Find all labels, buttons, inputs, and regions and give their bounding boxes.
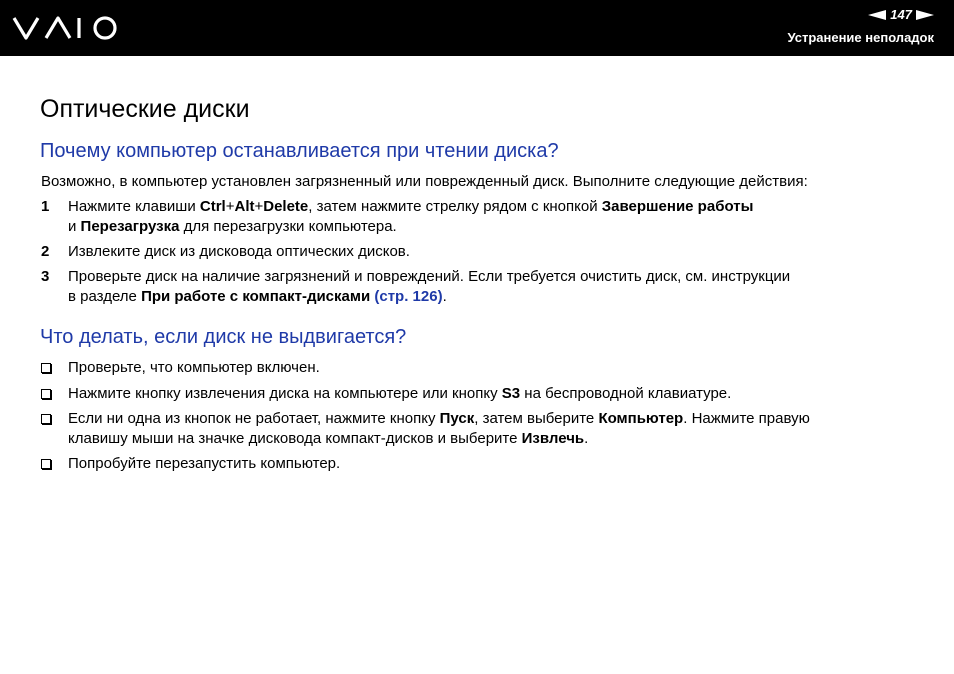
previous-page-arrow-icon[interactable] xyxy=(868,10,886,20)
restart-label: Перезагрузка xyxy=(80,218,180,235)
checkbox-icon xyxy=(41,414,51,424)
vaio-logo xyxy=(12,14,122,42)
page-number: 147 xyxy=(890,7,912,22)
next-page-arrow-icon[interactable] xyxy=(916,10,934,20)
section-heading-disc-not-eject: Что делать, если диск не выдвигается? xyxy=(40,326,407,348)
step-number: 1 xyxy=(41,198,50,215)
key-alt: Alt xyxy=(234,198,255,215)
checkbox-icon xyxy=(41,363,51,373)
key-ctrl: Ctrl xyxy=(199,198,226,215)
step-3 xyxy=(41,267,921,307)
eject-label: Извлечь xyxy=(521,430,585,447)
step-number: 2 xyxy=(41,243,50,260)
step-1 xyxy=(41,197,921,237)
step-text: Извлеките диск из дисковода оптических дисков. xyxy=(68,243,410,260)
key-s3: S3 xyxy=(501,385,521,402)
checkbox-icon xyxy=(41,459,51,469)
checklist-item: Нажмите кнопку извлечения диска на компьютере или кнопку S3 на беспроводной клавиатуре. xyxy=(41,384,921,405)
checklist-item: Проверьте, что компьютер включен. xyxy=(41,358,921,379)
page-navigation xyxy=(868,7,934,22)
key-delete: Delete xyxy=(263,198,309,215)
step-text: Нажмите клавиши Ctrl+Alt+Delete, затем нажмите стрелку рядом с кнопкой Завершение работы и Перезагрузка для перезагрузки компьютера. xyxy=(68,198,754,235)
checklist-item: Попробуйте перезапустить компьютер. xyxy=(41,454,921,475)
start-label: Пуск xyxy=(439,410,475,427)
step-2 xyxy=(41,242,921,262)
computer-label: Компьютер xyxy=(598,410,684,427)
page-title: Оптические диски xyxy=(40,95,250,123)
page-link-126[interactable]: (стр. 126) xyxy=(374,288,443,305)
intro-paragraph: Возможно, в компьютер установлен загрязненный или поврежденный диск. Выполните следующие действия: xyxy=(41,173,808,190)
checklist-item: Если ни одна из кнопок не работает, нажмите кнопку Пуск, затем выберите Компьютер. Нажмите правую клавишу мыши на значке дисковода компакт-дисков и выберите Извлечь. xyxy=(41,409,921,449)
shutdown-label: Завершение работы xyxy=(601,198,754,215)
section-heading-disc-freeze: Почему компьютер останавливается при чтении диска? xyxy=(40,140,559,162)
page-header xyxy=(0,0,954,56)
cd-section-reference: При работе с компакт-дисками xyxy=(141,288,371,305)
section-name: Устранение неполадок xyxy=(787,30,934,45)
step-number: 3 xyxy=(41,268,50,285)
step-text: Проверьте диск на наличие загрязнений и повреждений. Если требуется очистить диск, см. инструкции в разделе При работе с компакт-дисками (стр. 126). xyxy=(68,268,791,305)
checkbox-icon xyxy=(41,389,51,399)
